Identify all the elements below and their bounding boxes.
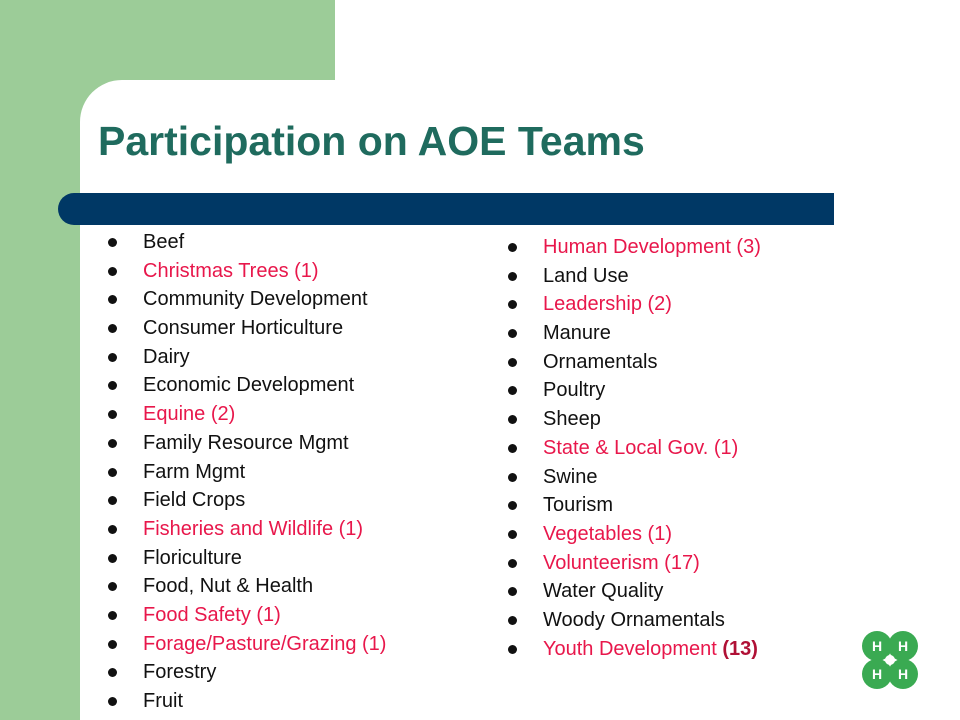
- list-item-label: Community Development: [143, 288, 368, 311]
- list-item-label: Human Development (3): [543, 236, 761, 258]
- left-team-list: [108, 228, 386, 716]
- list-item: [508, 348, 761, 377]
- list-item: [108, 515, 386, 544]
- list-item: [108, 429, 386, 458]
- list-item: [508, 319, 761, 348]
- list-item-label: Food Safety (1): [143, 603, 281, 626]
- list-item: [508, 434, 761, 463]
- list-item: [108, 314, 386, 343]
- clover-leaf-letter: H: [871, 638, 883, 654]
- list-item-label: Farm Mgmt: [143, 460, 246, 483]
- list-item-label: Woody Ornamentals: [543, 608, 725, 631]
- list-item-label: Beef: [143, 231, 185, 253]
- list-item-label: Economic Development: [143, 374, 355, 397]
- list-item-label: Vegetables (1): [543, 522, 672, 545]
- list-item: [508, 463, 761, 492]
- list-item-label: Fruit: [143, 690, 183, 712]
- list-item-label: Family Resource Mgmt: [143, 431, 349, 454]
- list-item: [508, 606, 761, 635]
- list-item-label: Dairy: [143, 345, 190, 368]
- list-item: [108, 486, 386, 515]
- list-item: [108, 658, 386, 687]
- list-item: [508, 635, 761, 664]
- list-item-label: Consumer Horticulture: [143, 317, 344, 340]
- list-item-label: Forage/Pasture/Grazing (1): [143, 632, 387, 655]
- list-item: [108, 257, 386, 286]
- list-item: [508, 549, 761, 578]
- list-item: [108, 687, 386, 716]
- list-item-label: Volunteerism (17): [543, 551, 700, 574]
- list-item-label: State & Local Gov. (1): [543, 436, 739, 459]
- list-item: [508, 577, 761, 606]
- list-item-label: Water Quality: [543, 580, 664, 603]
- list-item-label: Forestry: [143, 661, 217, 684]
- list-item: [508, 491, 761, 520]
- list-item: [508, 405, 761, 434]
- list-item-label: Floriculture: [143, 546, 242, 569]
- list-item: [108, 400, 386, 429]
- list-item-label: Manure: [543, 322, 611, 345]
- slide-title: Participation on AOE Teams: [98, 118, 645, 164]
- list-item: [108, 572, 386, 601]
- list-item: [508, 520, 761, 549]
- list-item-label: Youth Development: [543, 637, 717, 660]
- list-item-label: Poultry: [543, 379, 606, 402]
- list-item: [108, 544, 386, 573]
- list-item-label: Sheep: [543, 408, 601, 431]
- right-team-list: [508, 233, 761, 663]
- list-item-label: Land Use: [543, 264, 629, 287]
- list-item: [108, 343, 386, 372]
- list-item-label: Christmas Trees (1): [143, 259, 319, 282]
- list-item-label: Leadership (2): [543, 293, 672, 316]
- list-item: [108, 285, 386, 314]
- list-item-label: Field Crops: [143, 489, 246, 512]
- list-item: [108, 601, 386, 630]
- list-item: [108, 371, 386, 400]
- list-item-label: Swine: [543, 465, 598, 488]
- four-leaf-clover-icon: [855, 628, 925, 692]
- list-item: [508, 376, 761, 405]
- list-item: [108, 458, 386, 487]
- list-item: [508, 233, 761, 262]
- list-item-label: Tourism: [543, 494, 614, 517]
- list-item: [508, 262, 761, 291]
- list-item-label: Food, Nut & Health: [143, 575, 314, 598]
- list-item: [508, 290, 761, 319]
- clover-leaf-letter: H: [897, 666, 909, 682]
- list-item-label: Equine (2): [143, 403, 236, 426]
- list-item-count: (13): [722, 637, 758, 660]
- title-rule-bar: [58, 193, 834, 225]
- clover-center: [885, 655, 895, 665]
- list-item-label: Ornamentals: [543, 350, 658, 373]
- list-item: [108, 228, 386, 257]
- list-item: [108, 630, 386, 659]
- clover-leaf-letter: H: [897, 638, 909, 654]
- clover-leaf-letter: H: [871, 666, 883, 682]
- list-item-label: Fisheries and Wildlife (1): [143, 517, 364, 540]
